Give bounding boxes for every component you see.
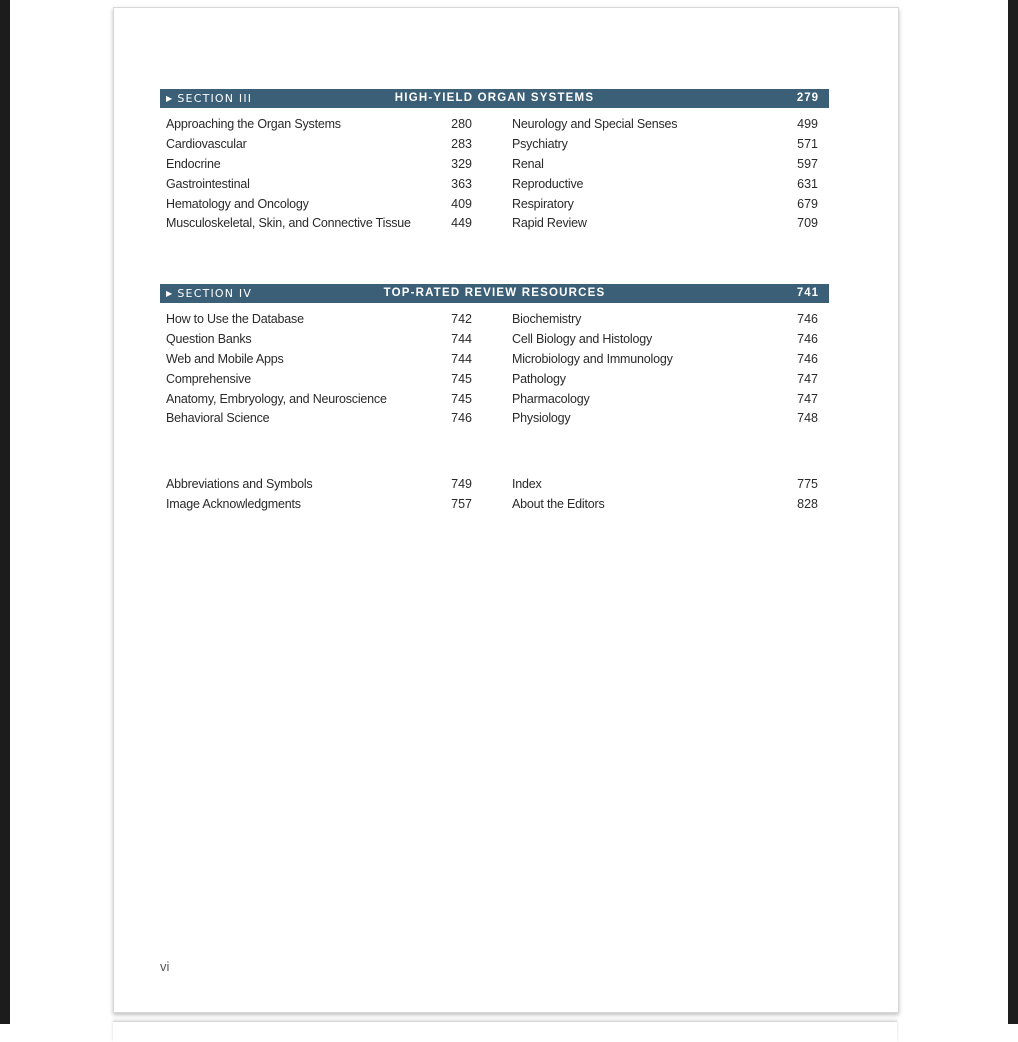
toc-column-left xyxy=(166,312,472,431)
toc-entry[interactable]: Pharmacology 747 xyxy=(512,391,818,406)
toc-entry[interactable]: Reproductive 631 xyxy=(512,176,818,191)
toc-entry[interactable]: Pathology 747 xyxy=(512,371,818,386)
toc-entry[interactable]: Biochemistry 746 xyxy=(512,312,818,326)
toc-entry[interactable]: Abbreviations and Symbols 749 xyxy=(166,477,472,491)
toc-entry[interactable]: Behavioral Science 746 xyxy=(166,411,472,426)
viewer-right-edge xyxy=(1008,0,1018,1024)
toc-entry[interactable]: Endocrine 329 xyxy=(166,156,472,171)
section-page-number: 741 xyxy=(796,287,819,299)
toc-entry[interactable]: Rapid Review 709 xyxy=(512,216,818,231)
document-page xyxy=(113,7,899,1013)
section-label: ▶ SECTION III xyxy=(166,92,253,105)
toc-entry[interactable]: Hematology and Oncology 409 xyxy=(166,196,472,211)
toc-entry[interactable]: Web and Mobile Apps 744 xyxy=(166,351,472,366)
toc-entry[interactable]: Approaching the Organ Systems 280 xyxy=(166,117,472,131)
toc-entry[interactable]: Physiology 748 xyxy=(512,411,818,426)
toc-entry[interactable]: Question Banks 744 xyxy=(166,331,472,346)
toc-entry[interactable]: Gastrointestinal 363 xyxy=(166,176,472,191)
toc-entry[interactable]: Psychiatry 571 xyxy=(512,136,818,151)
section-header-iii[interactable] xyxy=(160,89,829,108)
toc-entry[interactable]: Cell Biology and Histology 746 xyxy=(512,331,818,346)
toc-entry[interactable]: Index 775 xyxy=(512,477,818,491)
section-title: HIGH-YIELD ORGAN SYSTEMS xyxy=(394,92,595,104)
section-label: ▶ SECTION IV xyxy=(166,287,253,300)
toc-entry[interactable]: Respiratory 679 xyxy=(512,196,818,211)
section-page-number: 279 xyxy=(796,92,819,104)
page-folio: vi xyxy=(160,959,170,974)
toc-entry[interactable]: Cardiovascular 283 xyxy=(166,136,472,151)
section-header-iv[interactable] xyxy=(160,284,829,303)
toc-entry[interactable]: Anatomy, Embryology, and Neuroscience 745 xyxy=(166,391,472,406)
triangle-right-icon: ▶ xyxy=(166,94,174,103)
backmatter-column-right xyxy=(512,477,818,517)
toc-column-right xyxy=(512,117,818,236)
backmatter-column-left xyxy=(166,477,472,517)
toc-entry[interactable]: Renal 597 xyxy=(512,156,818,171)
toc-entry[interactable]: Neurology and Special Senses 499 xyxy=(512,117,818,131)
viewer-left-edge xyxy=(0,0,10,1024)
toc-entry[interactable]: Musculoskeletal, Skin, and Connective Tissue 449 xyxy=(166,216,472,231)
triangle-right-icon: ▶ xyxy=(166,289,174,298)
toc-entry[interactable]: Image Acknowledgments 757 xyxy=(166,496,472,511)
toc-entry[interactable]: How to Use the Database 742 xyxy=(166,312,472,326)
toc-column-left xyxy=(166,117,472,236)
toc-entry[interactable]: Microbiology and Immunology 746 xyxy=(512,351,818,366)
toc-column-right xyxy=(512,312,818,431)
toc-entry[interactable]: About the Editors 828 xyxy=(512,496,818,511)
section-title: TOP-RATED REVIEW RESOURCES xyxy=(383,287,606,299)
toc-entry[interactable]: Comprehensive 745 xyxy=(166,371,472,386)
next-page-edge xyxy=(113,1021,897,1042)
